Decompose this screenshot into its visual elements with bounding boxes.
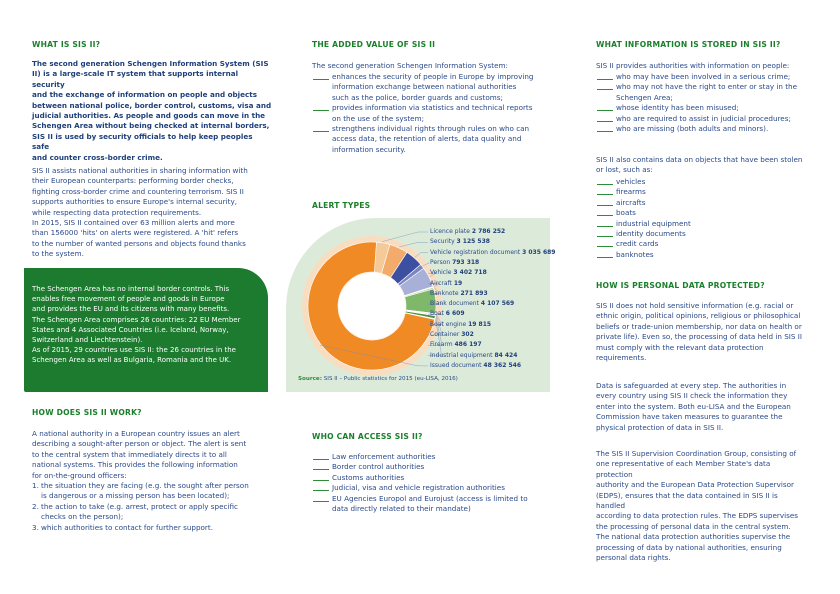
paragraph-line: requirements. [596,353,647,363]
pie-label [430,352,517,360]
paragraph-line: their European counterparts: performing border checks, [32,176,234,186]
paragraph-line: beliefs or trade-union membership, nor data on health or [596,321,802,331]
pie-label [430,280,462,288]
list-line: strengthens individual rights through rules on who can [332,124,530,134]
paragraph-line: to the central system that immediately directs it to all [32,449,227,459]
pie-label-value: 84 424 [494,351,518,359]
schengen-area-box [24,268,268,392]
list-item [32,523,272,533]
pie-label [430,259,479,267]
list-line: checks on the person); [41,512,124,522]
who-can-access-list [312,452,544,514]
pie-label-value: 302 [461,331,474,338]
pie-label-value: 48 362 546 [483,361,521,369]
pie-label [430,249,555,257]
pie-label-value: 793 318 [452,258,480,266]
list-item [312,124,544,155]
list-line: Law enforcement authorities [332,452,436,461]
list-line: banknotes [616,249,654,259]
paragraph-line: than 156000 'hits' on alerts were registered. A 'hit' refers [32,228,239,238]
list-item [596,72,808,82]
list-line: aircrafts [616,197,646,207]
list-line: enhances the security of people in Europe by improving [332,72,534,81]
pie-label-value: 486 197 [454,341,482,349]
paragraph-line: according to data protection rules. The EDPS supervises [596,511,799,521]
pie-label [430,341,482,349]
pie-label [430,310,465,318]
list-line: who are required to assist in judicial procedures; [616,113,791,123]
intro-line: and the exchange of information on people and objects [32,90,257,100]
pie-label-category: Banknote [430,289,461,297]
list-line: the situation they are facing (e.g. the sought after person [41,481,249,490]
list-item [596,219,808,229]
list-item [312,103,544,124]
how-paragraph [32,429,272,481]
personal-data-paragraph-3 [596,449,808,563]
pie-label-value: 4 107 569 [480,300,515,308]
intro-line: judicial authorities. As people and goods can move in the [32,111,266,121]
pie-label [430,228,505,236]
list-line: who may not have the right to enter or stay in the [616,82,798,92]
intro-line: Schengen Area without being checked at internal borders, [32,121,270,131]
pie-label-category: Industrial equipment [430,351,495,359]
assists-paragraph [32,166,272,260]
list-item [596,198,808,208]
personal-data-heading: HOW IS PERSONAL DATA PROTECTED? [596,281,765,290]
paragraph-line: physical protection of data in SIS II. [596,422,724,432]
paragraph-line: The national data protection authorities supervise the [596,532,791,542]
pie-label-value: 2 786 252 [471,228,506,235]
list-item [312,452,544,462]
paragraph-line: to the number of wanted persons and objects found thanks [32,238,246,248]
personal-data-paragraph-2 [596,381,808,433]
list-line: access data, the retention of alerts, data quality and [332,134,522,144]
paragraph-line: describing a sought-after person or object. The alert is sent [32,439,247,449]
list-line: identity documents [616,229,686,239]
pie-label-category: Container [430,331,462,338]
list-item [596,229,808,239]
schengen-line: enables free movement of people and goods in Europe [32,295,225,304]
list-line: who are missing (both adults and minors). [616,124,769,134]
list-item [312,72,544,103]
list-item [596,82,808,103]
paragraph-line: ethnic origin, political opinions, religious or philosophical [596,311,801,321]
paragraph-line: enter into the system. Both eu-LISA and the European [596,401,791,411]
paragraph-line: the processing of personal data in the central system. [596,521,791,531]
pie-label [430,321,491,329]
list-line: credit cards [616,239,659,249]
pie-label-value: 6 609 [445,310,465,318]
objects-intro [596,155,808,176]
list-item [312,483,544,493]
list-line: information exchange between national authorities [332,82,517,92]
pie-label-category: Blank document [430,300,481,308]
list-line: EU Agencies Europol and Eurojust (access is limited to [332,493,528,503]
paragraph-line: one representative of each Member State's data protection [596,459,771,479]
list-item [32,502,272,523]
schengen-line: Switzerland and Liechtenstein). [32,336,143,345]
list-line: the action to take (e.g. arrest, protect or apply specific [41,501,238,511]
intro-line: SIS II is used by security officials to help keep peoples safe [32,131,253,152]
list-item [32,481,272,502]
list-line: industrial equipment [616,218,691,228]
pie-label-category: Issued document [430,361,484,369]
paragraph-line: must comply with the relevant data protection [596,342,764,352]
paragraph-line: The SIS II Supervision Coordination Group, consisting of [596,449,797,458]
paragraph-line: SIS II also contains data on objects that have been stolen [596,155,803,164]
source-text: SIS II – Public statistics for 2015 (eu-LISA, 2016) [323,376,458,382]
list-line: which authorities to contact for further support. [41,522,213,532]
added-value-intro: The second generation Schengen Information System: [312,61,508,70]
alert-types-heading: ALERT TYPES [312,201,371,210]
schengen-line: and provides the EU and its citizens with many benefits. [32,305,230,314]
intro-line: between national police, border control, customs, visa and [32,100,272,110]
schengen-line: As of 2015, 29 countries use SIS II: the 26 countries in the [32,346,236,355]
list-line: information security. [332,144,406,154]
list-item [312,462,544,472]
paragraph-line: every country using SIS II check the information they [596,391,788,401]
list-number: 1. [32,481,39,490]
chart-source-note [298,374,458,384]
paragraph-line: supports authorities to ensure Europe's internal security, [32,197,237,207]
paragraph-line: Data is safeguarded at every step. The authorities in [596,381,787,390]
intro-line: The second generation Schengen Information System (SIS [32,59,269,68]
list-item [596,124,808,134]
list-item [596,103,808,113]
pie-label [430,269,487,277]
pie-label-category: Firearm [430,341,455,349]
list-line: data directly related to their mandate) [332,504,471,514]
paragraph-line: (EDPS), ensures that the data contained in SIS II is handled [596,490,778,511]
list-item [596,187,808,197]
paragraph-line: fighting cross-border crime and countering terrorism. SIS II [32,186,244,196]
list-item [596,239,808,249]
schengen-line: The Schengen Area has no internal border controls. This [32,285,230,293]
list-line: Customs authorities [332,472,405,482]
schengen-line: Schengen Area as well as Bulgaria, Romania and the UK. [32,356,232,365]
schengen-line: States and 4 Associated Countries (i.e. Iceland, Norway, [32,325,229,334]
who-can-access-heading: WHO CAN ACCESS SIS II? [312,432,423,441]
paragraph-line: while respecting data protection requirements. [32,207,202,217]
source-label: Source: [298,376,322,382]
added-value-heading: THE ADDED VALUE OF SIS II [312,40,436,49]
list-item [312,494,544,515]
pie-label-value: 271 893 [460,289,488,297]
list-line: Judicial, visa and vehicle registration authorities [332,483,505,493]
pie-label-category: Boat [430,310,446,318]
paragraph-line: Commission have taken measures to guarantee the [596,412,783,422]
list-line: boats [616,208,636,218]
paragraph-line: processing of data by national authorities, ensuring [596,542,782,552]
pie-label-category: Security [430,238,457,246]
pie-label-category: Vehicle registration document [430,248,523,256]
stored-information-heading: WHAT INFORMATION IS STORED IN SIS II? [596,40,781,49]
pie-label-value: 3 125 538 [456,238,490,246]
list-line: Border control authorities [332,462,425,472]
pie-label-category: Licence plate [430,228,472,235]
schengen-line: The Schengen Area comprises 26 countries: 22 EU Member [32,315,241,324]
list-item [596,208,808,218]
intro-paragraph [32,59,272,163]
pie-center [339,273,406,340]
how-does-sis-work-heading: HOW DOES SIS II WORK? [32,408,142,417]
people-list [596,72,808,134]
list-line: vehicles [616,177,646,186]
paragraph-line: SIS II does not hold sensitive information (e.g. racial or [596,301,794,310]
added-value-list [312,72,544,155]
list-number: 2. [32,501,39,511]
paragraph-line: authority and the European Data Protection Supervisor [596,480,794,490]
pie-label-value: 3 035 689 [522,248,556,256]
stored-intro: SIS II provides authorities with information on people: [596,61,790,70]
list-item [312,473,544,483]
pie-slices [302,236,442,376]
pie-label-category: Aircraft [430,279,454,287]
paragraph-line: or lost, such as: [596,165,653,175]
paragraph-line: A national authority in a European country issues an alert [32,429,240,438]
pie-label-category: Person [430,258,453,266]
list-line: is dangerous or a missing person has been located); [41,491,230,501]
intro-line: II) is a large-scale IT system that supports internal security [32,69,239,89]
intro-line: and counter cross-border crime. [32,152,163,162]
paragraph-line: In 2015, SIS II contained over 63 million alerts and more [32,218,235,228]
pie-label-value: 3 402 718 [453,269,487,277]
list-line: whose identity has been misused; [616,103,739,113]
paragraph-line: private life). Even so, the processing of data held in SIS II [596,332,802,342]
pie-label [430,362,521,370]
list-line: firearms [616,187,646,197]
pie-label-value: 19 [453,279,463,287]
paragraph-line: SIS II assists national authorities in sharing information with [32,166,248,175]
objects-list [596,177,808,260]
list-line: Schengen Area; [616,92,673,102]
list-line: who may have been involved in a serious crime; [616,72,791,81]
list-line: such as the police, border guards and customs; [332,92,503,102]
list-number: 3. [32,522,39,532]
list-item [596,114,808,124]
how-list [32,481,272,533]
paragraph-line: national systems. This provides the following information [32,460,238,470]
pie-label-category: Vehicle [430,269,454,277]
pie-label [430,300,514,308]
pie-label [430,290,488,298]
pie-label [430,331,474,339]
list-line: on the use of the system; [332,113,425,123]
paragraph-line: personal data rights. [596,553,671,563]
pie-label-category: Boat engine [430,320,469,328]
pie-label-value: 19 815 [468,320,492,328]
paragraph-line: for on-the-ground officers: [32,470,127,480]
pie-label [430,238,490,246]
personal-data-paragraph-1 [596,301,808,363]
list-line: provides information via statistics and technical reports [332,103,533,113]
list-item [596,250,808,260]
paragraph-line: to the system. [32,249,84,259]
what-is-sis-heading: WHAT IS SIS II? [32,40,101,49]
list-item [596,177,808,187]
